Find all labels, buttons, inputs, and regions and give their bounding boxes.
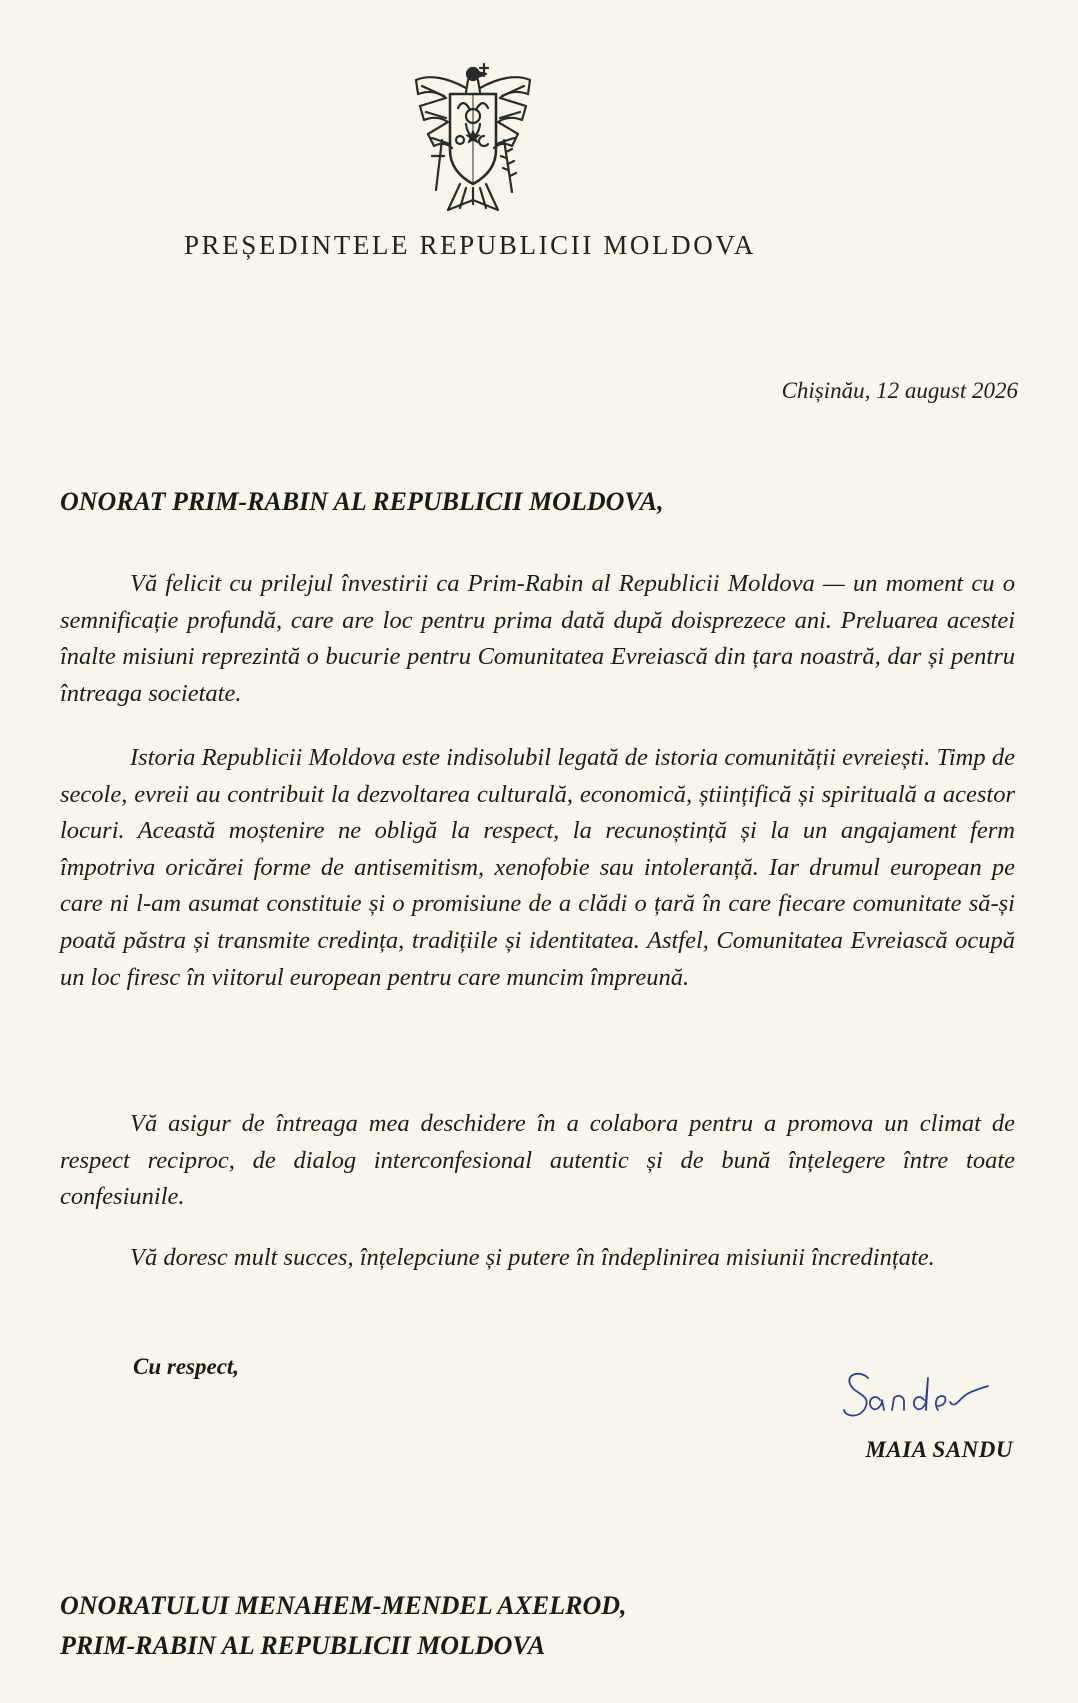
paragraph-congratulations: Vă felicit cu prilejul învestirii ca Prim-Rabin al Republicii Moldova — un moment cu o semnificație profundă, care are loc pentru prima dată după doisprezece ani. Preluarea acestei înalte misiuni reprezintă o bucurie pentru Comunitatea Evreiască din țara noastră, dar și pentru întreaga societate. <box>60 570 1015 707</box>
issuer-heading: PREȘEDINTELE REPUBLICII MOLDOVA <box>183 230 757 260</box>
closing: Cu respect, <box>133 1354 240 1379</box>
addressee-block <box>60 1586 627 1666</box>
addressee-title: PRIM-RABIN AL REPUBLICII MOLDOVA <box>60 1631 546 1660</box>
moldova-coat-of-arms-icon <box>408 60 538 220</box>
paragraph-wishes: Vă doresc mult succes, înțelepciune și putere în îndeplinirea misiunii încredințate. <box>130 1244 935 1271</box>
place-date: Chișinău, 12 august 2026 <box>781 378 1018 403</box>
addressee-name: ONORATULUI MENAHEM-MENDEL AXELROD, <box>60 1591 627 1620</box>
signature <box>838 1360 1018 1430</box>
salutation: ONORAT PRIM-RABIN AL REPUBLICII MOLDOVA, <box>60 487 664 516</box>
paragraph-collaboration: Vă asigur de întreaga mea deschidere în a colabora pentru a promova un climat de respect reciproc, de dialog interconfesional autentic și de bună înțelegere între toate confesiunile. <box>60 1110 1015 1211</box>
paragraph-history: Istoria Republicii Moldova este indisolubil legată de istoria comunității evreiești. Timp de secole, evreii au contribuit la dezvoltarea culturală, economică, științifică și spirituală a acestor locuri. Această moștenire ne obligă la respect, la recunoștință și la un angajament ferm împotriva oricărei forme de antisemitism, xenofobie sau intoleranță. Iar drumul european pe care ni l-am asumat constituie și o promisiune de a clădi o țară în care fiecare comunitate să-și poată păstra și transmite credința, tradițiile și identitatea. Astfel, Comunitatea Evreiască ocupă un loc firesc în viitorul european pentru care muncim împreună. <box>60 744 1015 991</box>
signer-name: MAIA SANDU <box>865 1437 1013 1462</box>
